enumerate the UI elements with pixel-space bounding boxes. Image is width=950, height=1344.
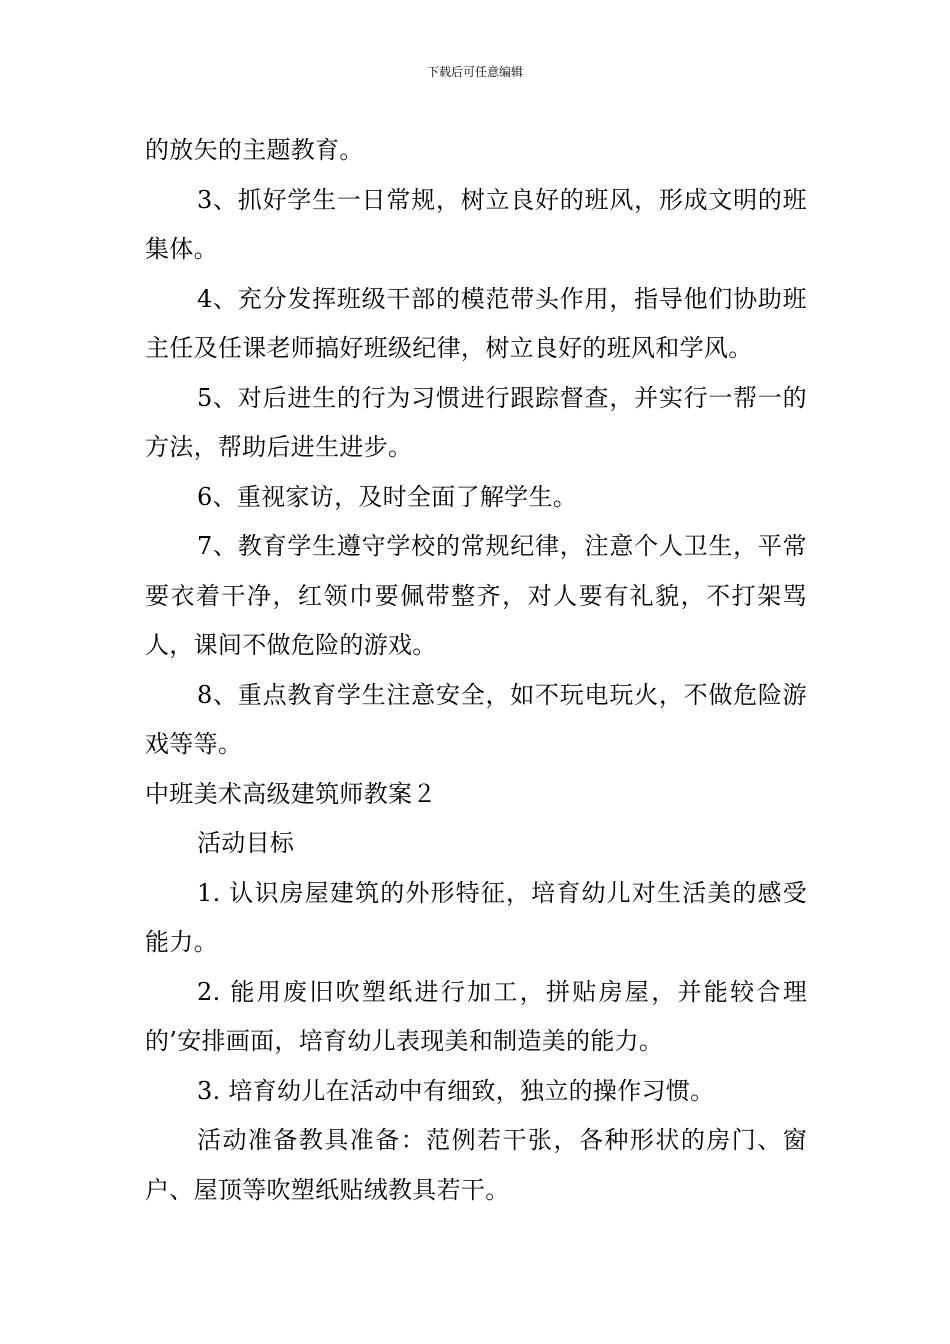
goal-item-3: 3. 培育幼儿在活动中有细致，独立的操作习惯。 [197,1076,715,1105]
list-item-8: 8、重点教育学生注意安全，如不玩电玩火，不做危险游戏等等。 [145,680,807,758]
list-item-6: 6、重视家访，及时全面了解学生。 [197,482,578,511]
list-item-4: 4、充分发挥班级干部的模范带头作用，指导他们协助班主任及任课老师搞好班级纪律，树立良好的班风和学风。 [145,284,807,362]
document-body [145,126,807,1215]
goal-item-2: 2. 能用废旧吹塑纸进行加工，拼贴房屋，并能较合理的’安排画面，培育幼儿表现美和制造美的能力。 [145,977,807,1055]
paragraph-continuation: 的放矢的主题教育。 [145,136,364,164]
goal-item-1: 1. 认识房屋建筑的外形特征，培育幼儿对生活美的感受能力。 [145,878,807,956]
section-title: 中班美术高级建筑师教案２ [145,779,437,808]
subsection-title: 活动目标 [197,829,295,857]
list-item-5: 5、对后进生的行为习惯进行跟踪督查，并实行一帮一的方法，帮助后进生进步。 [145,383,807,461]
list-item-3: 3、抓好学生一日常规，树立良好的班风，形成文明的班集体。 [145,185,807,263]
page-header: 下载后可任意编辑 [426,65,523,79]
list-item-7: 7、教育学生遵守学校的常规纪律，注意个人卫生，平常要衣着干净，红领巾要佩带整齐，对人要有礼貌，不打架骂人，课间不做危险的游戏。 [145,532,807,659]
preparation-paragraph: 活动准备教具准备：范例若干张，各种形状的房门、窗户、屋顶等吹塑纸贴绒教具若干。 [145,1126,807,1204]
